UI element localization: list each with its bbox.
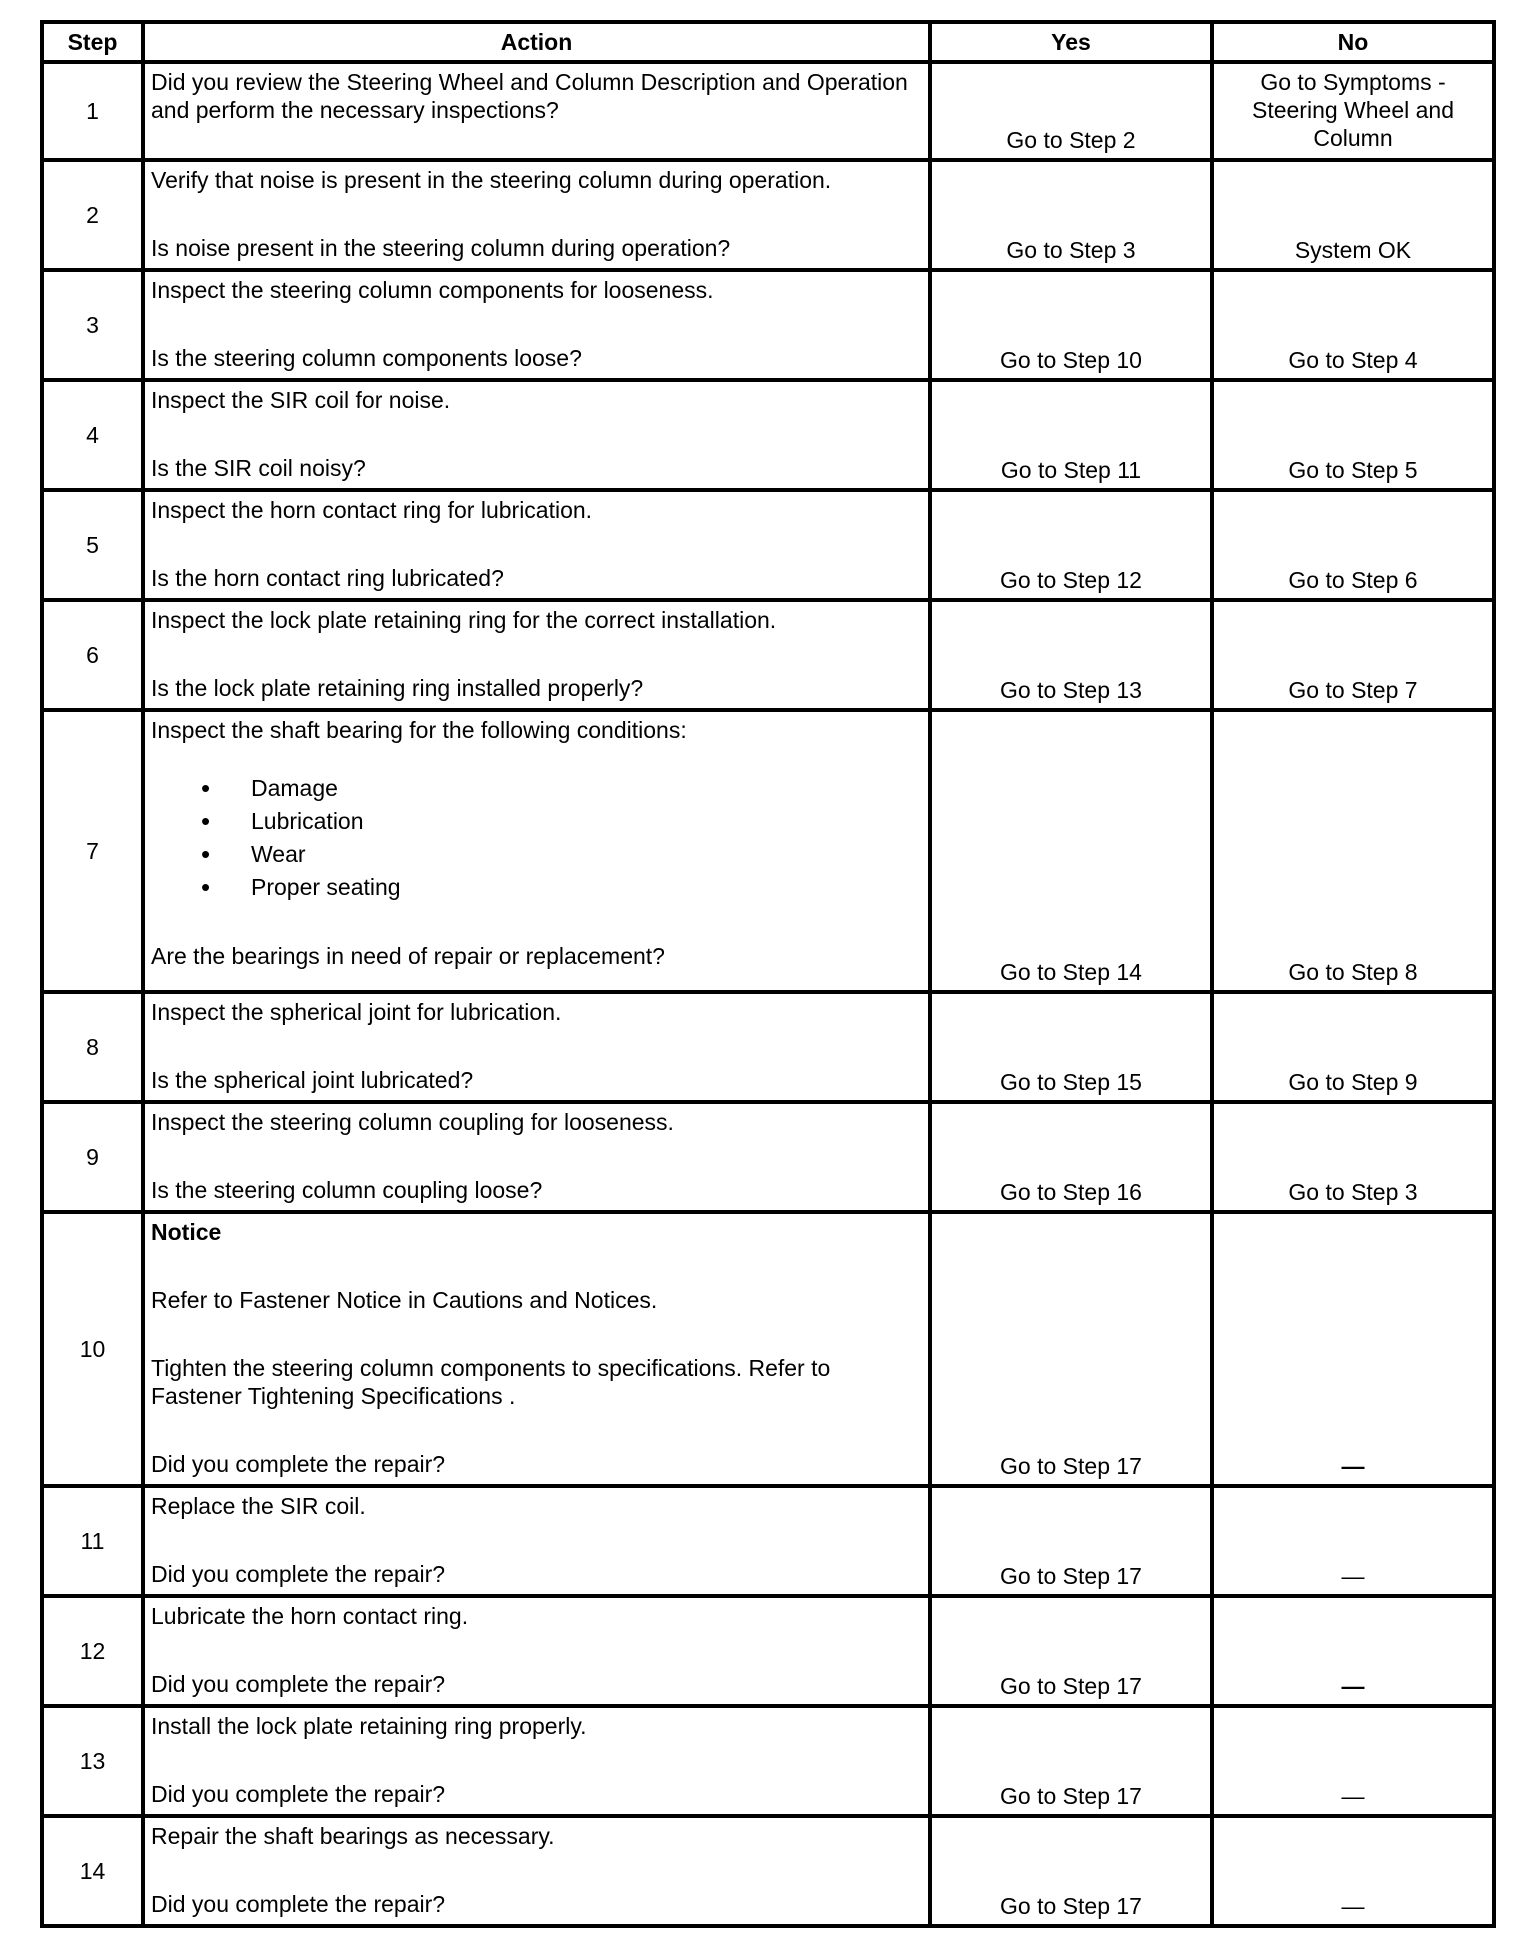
yes-cell: Go to Step 12 bbox=[930, 490, 1212, 600]
list-item: • Wear bbox=[251, 838, 922, 871]
action-cell bbox=[143, 1596, 930, 1706]
yes-cell: Go to Step 17 bbox=[930, 1816, 1212, 1926]
list-item: • Lubrication bbox=[251, 805, 922, 838]
no-cell: Go to Step 3 bbox=[1212, 1102, 1494, 1212]
list-item: • Proper seating bbox=[251, 871, 922, 904]
action-cell bbox=[143, 1102, 930, 1212]
table-row bbox=[42, 1596, 1494, 1706]
conditions-list bbox=[151, 772, 922, 904]
header-step: Step bbox=[42, 22, 143, 62]
step-number: 8 bbox=[42, 992, 143, 1102]
no-cell: Go to Step 7 bbox=[1212, 600, 1494, 710]
action-question: Did you review the Steering Wheel and Column Description and Operation and perform the necessary inspections? bbox=[151, 69, 908, 123]
action-instruction: Inspect the spherical joint for lubrication. bbox=[151, 999, 562, 1025]
step-number: 2 bbox=[42, 160, 143, 270]
header-action: Action bbox=[143, 22, 930, 62]
yes-cell: Go to Step 13 bbox=[930, 600, 1212, 710]
action-cell bbox=[143, 270, 930, 380]
yes-cell: Go to Step 17 bbox=[930, 1706, 1212, 1816]
header-row bbox=[42, 22, 1494, 62]
action-question: Did you complete the repair? bbox=[151, 1451, 446, 1477]
action-question: Is the horn contact ring lubricated? bbox=[151, 565, 504, 591]
diagnostic-table bbox=[40, 20, 1496, 1928]
table-row bbox=[42, 490, 1494, 600]
action-question: Did you complete the repair? bbox=[151, 1561, 446, 1587]
action-instruction: Repair the shaft bearings as necessary. bbox=[151, 1823, 555, 1849]
step-number: 3 bbox=[42, 270, 143, 380]
yes-cell: Go to Step 2 bbox=[930, 62, 1212, 160]
notice-text: Refer to Fastener Notice in Cautions and Notices. bbox=[151, 1287, 658, 1313]
step-number: 5 bbox=[42, 490, 143, 600]
action-instruction: Inspect the steering column components for looseness. bbox=[151, 277, 714, 303]
action-question: Is the steering column components loose? bbox=[151, 345, 582, 371]
action-cell bbox=[143, 1706, 930, 1816]
header-yes: Yes bbox=[930, 22, 1212, 62]
action-instruction: Inspect the SIR coil for noise. bbox=[151, 387, 451, 413]
action-instruction: Inspect the lock plate retaining ring for the correct installation. bbox=[151, 607, 777, 633]
step-number: 11 bbox=[42, 1486, 143, 1596]
action-instruction: Inspect the steering column coupling for looseness. bbox=[151, 1109, 674, 1135]
action-cell bbox=[143, 160, 930, 270]
action-question: Is noise present in the steering column during operation? bbox=[151, 235, 731, 261]
table-row bbox=[42, 1706, 1494, 1816]
step-number: 14 bbox=[42, 1816, 143, 1926]
table-row bbox=[42, 1816, 1494, 1926]
action-question: Are the bearings in need of repair or replacement? bbox=[151, 943, 665, 969]
step-number: 7 bbox=[42, 710, 143, 992]
yes-cell: Go to Step 15 bbox=[930, 992, 1212, 1102]
action-question: Is the SIR coil noisy? bbox=[151, 455, 366, 481]
yes-cell: Go to Step 17 bbox=[930, 1212, 1212, 1486]
action-cell bbox=[143, 380, 930, 490]
action-cell bbox=[143, 992, 930, 1102]
no-cell: Go to Step 6 bbox=[1212, 490, 1494, 600]
yes-cell: Go to Step 17 bbox=[930, 1486, 1212, 1596]
table-row bbox=[42, 160, 1494, 270]
yes-cell: Go to Step 17 bbox=[930, 1596, 1212, 1706]
step-number: 13 bbox=[42, 1706, 143, 1816]
table-row bbox=[42, 1486, 1494, 1596]
no-cell: Go to Step 5 bbox=[1212, 380, 1494, 490]
table-row bbox=[42, 1102, 1494, 1212]
table-row bbox=[42, 600, 1494, 710]
list-item: • Damage bbox=[251, 772, 922, 805]
yes-cell: Go to Step 16 bbox=[930, 1102, 1212, 1212]
table-row bbox=[42, 270, 1494, 380]
no-cell: Go to Step 8 bbox=[1212, 710, 1494, 992]
table-row bbox=[42, 380, 1494, 490]
action-cell bbox=[143, 710, 930, 992]
action-instruction: Inspect the horn contact ring for lubrication. bbox=[151, 497, 593, 523]
action-question: Did you complete the repair? bbox=[151, 1891, 446, 1917]
action-instruction: Replace the SIR coil. bbox=[151, 1493, 366, 1519]
no-cell: — bbox=[1212, 1486, 1494, 1596]
step-number: 10 bbox=[42, 1212, 143, 1486]
action-question: Is the steering column coupling loose? bbox=[151, 1177, 543, 1203]
no-cell: Go to Step 4 bbox=[1212, 270, 1494, 380]
action-cell bbox=[143, 1486, 930, 1596]
yes-cell: Go to Step 11 bbox=[930, 380, 1212, 490]
action-question: Did you complete the repair? bbox=[151, 1671, 446, 1697]
action-instruction: Inspect the shaft bearing for the following conditions: bbox=[151, 717, 687, 743]
no-cell: Go to Symptoms - Steering Wheel and Column bbox=[1212, 62, 1494, 160]
action-question: Is the spherical joint lubricated? bbox=[151, 1067, 474, 1093]
action-instruction: Lubricate the horn contact ring. bbox=[151, 1603, 469, 1629]
yes-cell: Go to Step 14 bbox=[930, 710, 1212, 992]
step-number: 6 bbox=[42, 600, 143, 710]
no-cell: — bbox=[1212, 1212, 1494, 1486]
step-number: 9 bbox=[42, 1102, 143, 1212]
notice-heading: Notice bbox=[151, 1219, 222, 1245]
action-cell bbox=[143, 62, 930, 160]
step-number: 12 bbox=[42, 1596, 143, 1706]
step-number: 1 bbox=[42, 62, 143, 160]
table-row bbox=[42, 992, 1494, 1102]
table-row bbox=[42, 710, 1494, 992]
header-no: No bbox=[1212, 22, 1494, 62]
action-instruction: Verify that noise is present in the steering column during operation. bbox=[151, 167, 832, 193]
yes-cell: Go to Step 10 bbox=[930, 270, 1212, 380]
action-instruction: Tighten the steering column components to specifications. Refer to Fastener Tightening Specifications . bbox=[151, 1355, 831, 1409]
no-cell: System OK bbox=[1212, 160, 1494, 270]
table-row bbox=[42, 1212, 1494, 1486]
no-cell: Go to Step 9 bbox=[1212, 992, 1494, 1102]
action-question: Is the lock plate retaining ring installed properly? bbox=[151, 675, 644, 701]
action-instruction: Install the lock plate retaining ring properly. bbox=[151, 1713, 587, 1739]
table-row bbox=[42, 62, 1494, 160]
action-cell bbox=[143, 1212, 930, 1486]
no-cell: — bbox=[1212, 1596, 1494, 1706]
step-number: 4 bbox=[42, 380, 143, 490]
action-cell bbox=[143, 1816, 930, 1926]
action-question: Did you complete the repair? bbox=[151, 1781, 446, 1807]
yes-cell: Go to Step 3 bbox=[930, 160, 1212, 270]
action-cell bbox=[143, 490, 930, 600]
no-cell: — bbox=[1212, 1706, 1494, 1816]
no-cell: — bbox=[1212, 1816, 1494, 1926]
action-cell bbox=[143, 600, 930, 710]
